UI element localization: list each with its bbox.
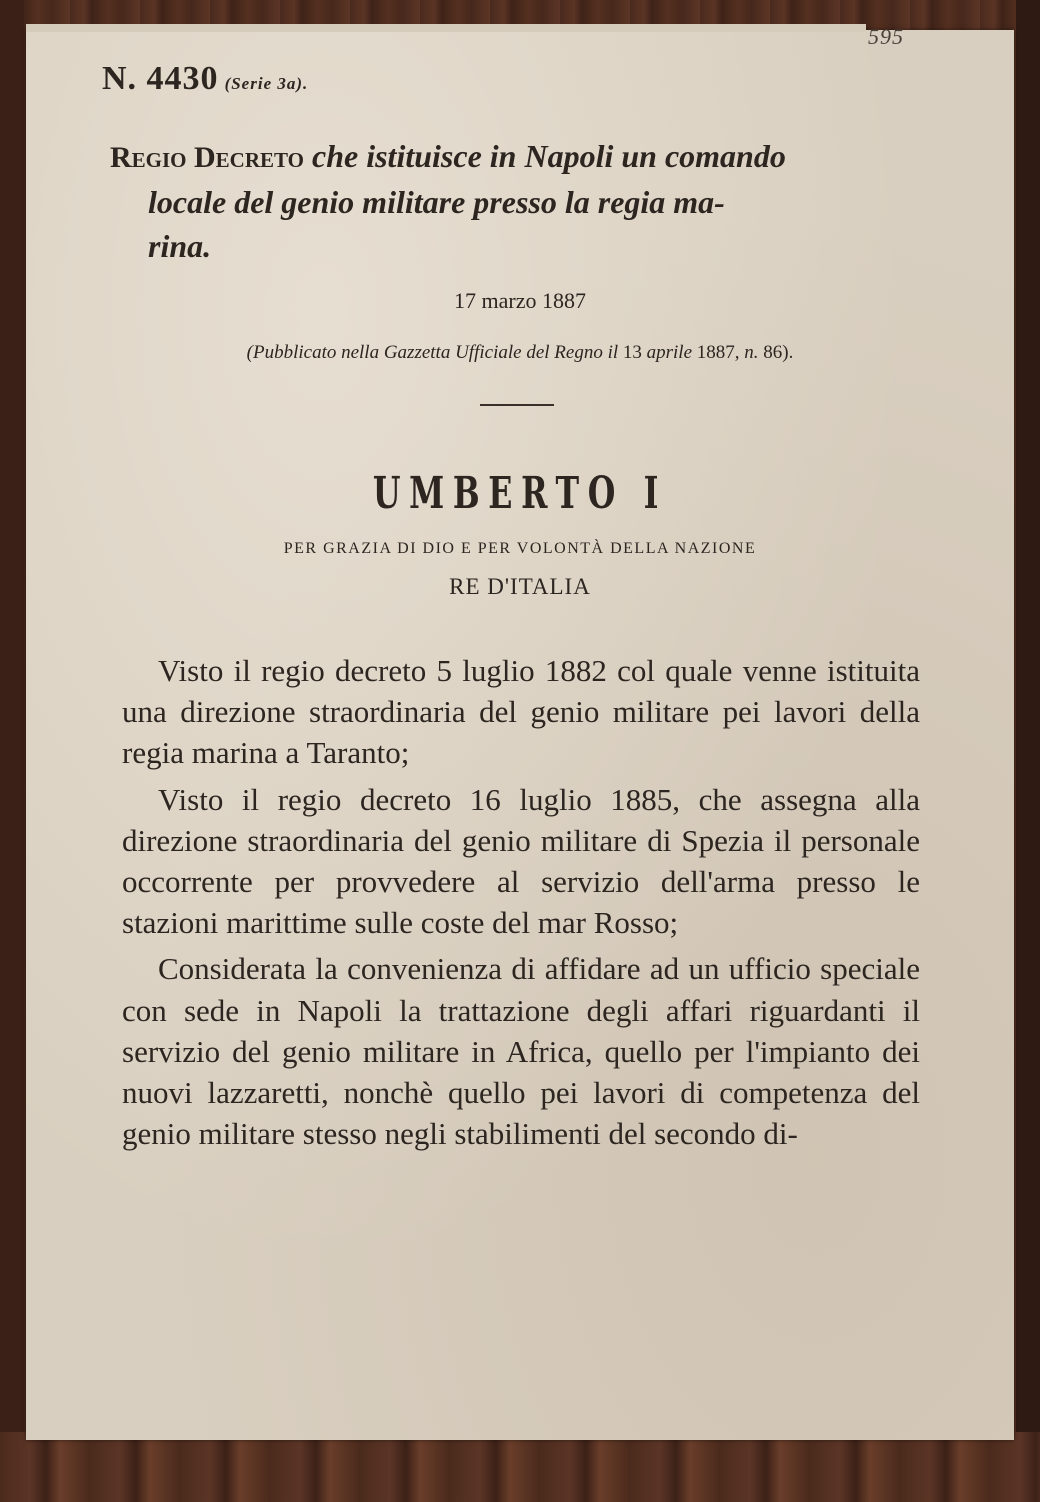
publication-month: aprile (641, 342, 697, 363)
decree-body (122, 650, 920, 1154)
king-name: UMBERTO I (372, 468, 668, 519)
decree-date: 17 marzo 1887 (454, 288, 586, 313)
wood-background-bottom (0, 1432, 1040, 1502)
king-title: RE D'ITALIA (449, 574, 591, 599)
page-number: 595 (868, 24, 904, 49)
decree-number (102, 60, 308, 98)
publication-prefix: (Pubblicato nella Gazzetta Ufficiale del Regno il (246, 342, 623, 363)
publication-n-value: 86). (758, 342, 794, 363)
decree-title (110, 134, 920, 268)
publication-day: 13 (622, 342, 642, 363)
decree-number-text: N. 4430 (102, 60, 219, 97)
divider-rule (480, 404, 554, 406)
wood-background-right (1016, 0, 1040, 1502)
document-page (26, 24, 1014, 1440)
publication-year: 1887, (696, 342, 745, 363)
title-lead: Regio Decreto (110, 141, 304, 174)
publication-note (26, 342, 1014, 364)
paragraph-visto-1882: Visto il regio decreto 5 luglio 1882 col quale venne istituita una direzione straordinaria del genio militare pei lavori della regia marina a Taranto; (122, 653, 920, 771)
title-line-1: che istituisce in Napoli un comando (312, 138, 786, 174)
title-line-2: locale del genio militare presso la regia ma- (148, 184, 725, 220)
paper-edge (26, 24, 866, 32)
title-line-3: rina. (148, 228, 212, 264)
king-grace-formula: PER GRAZIA DI DIO E PER VOLONTÀ DELLA NAZIONE (283, 540, 757, 557)
paragraph-considerata: Considerata la convenienza di affidare ad un ufficio speciale con sede in Napoli la trattazione degli affari riguardanti il servizio del genio militare in Africa, quello per l'impianto dei nuovi lazzaretti, nonchè quello pei lavori di competenza del genio militare stesso negli stabilimenti del secondo di- (122, 951, 920, 1152)
paragraph-visto-1885: Visto il regio decreto 16 luglio 1885, che assegna alla direzione straordinaria del genio militare di Spezia il personale occorrente per provvedere al servizio dell'arma presso le stazioni marittime sulle coste del mar Rosso; (122, 781, 920, 941)
wood-background-left (0, 0, 24, 1502)
series-label: (Serie 3a). (224, 74, 309, 93)
publication-n-label: n. (744, 342, 759, 363)
